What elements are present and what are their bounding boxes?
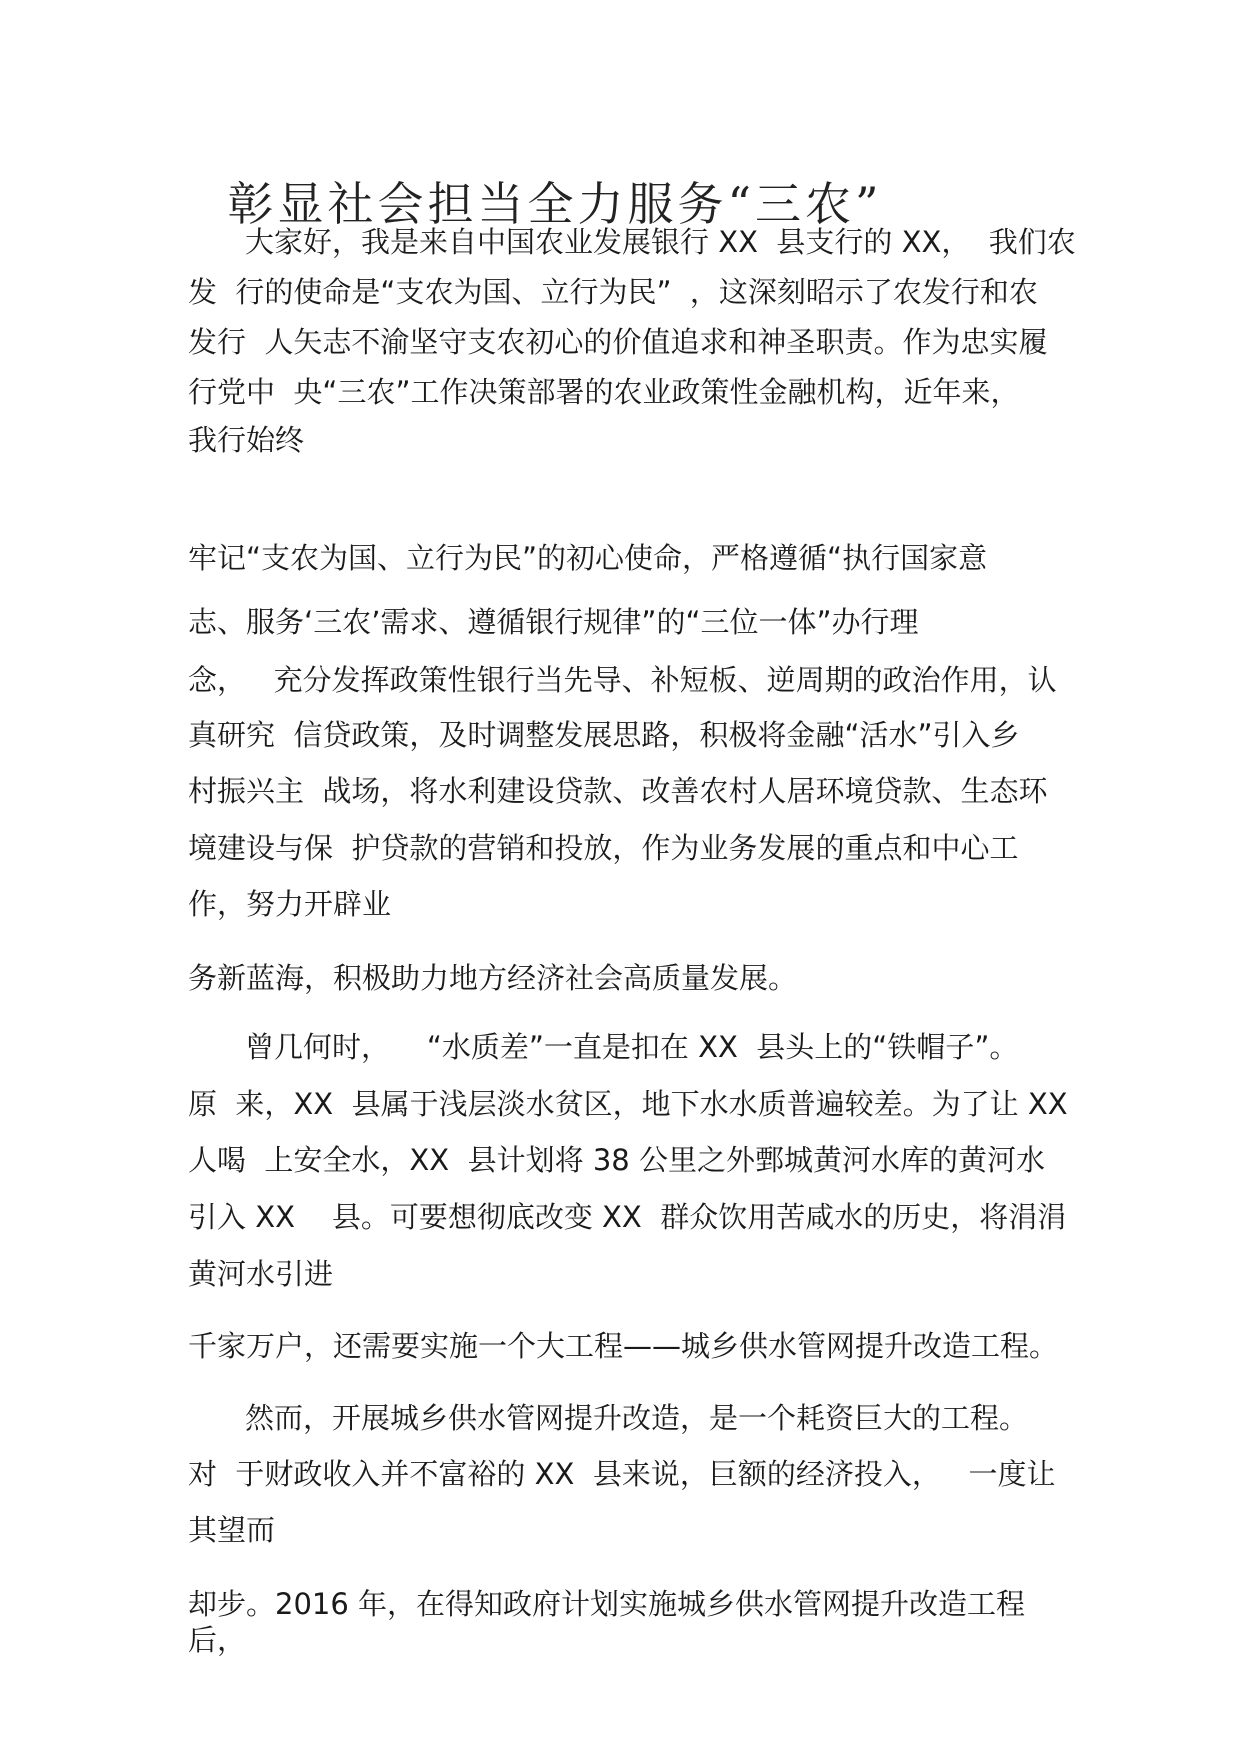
text-line: 我行始终 <box>188 423 305 457</box>
text-line: 务新蓝海，积极助力地方经济社会高质量发展。 <box>188 961 798 995</box>
text-line: 黄河水引进 <box>188 1257 334 1291</box>
text-line: 作，努力开辟业 <box>188 887 392 921</box>
document-title: 彰显社会担当全力服务“三农” <box>227 177 883 231</box>
text-line: 行党中 央“三农”工作决策部署的农业政策性金融机构，近年来， <box>188 375 1020 409</box>
text-line: 其望而 <box>188 1513 276 1547</box>
text-line: 念， 充分发挥政策性银行当先导、补短板、逆周期的政治作用，认 <box>188 663 1057 697</box>
text-line: 村振兴主 战场，将水利建设贷款、改善农村人居环境贷款、生态环 <box>188 774 1048 808</box>
text-line: 境建设与保 护贷款的营销和投放，作为业务发展的重点和中心工 <box>188 831 1019 865</box>
text-line: 引入 XX 县。可要想彻底改变 XX 群众饮用苦咸水的历史，将涓涓 <box>188 1200 1067 1234</box>
text-line: 对 于财政收入并不富裕的 XX 县来说，巨额的经济投入， 一度让 <box>188 1457 1056 1491</box>
text-line: 真研究 信贷政策，及时调整发展思路，积极将金融“活水”引入乡 <box>188 718 1020 752</box>
text-line: 志、服务‘三农’需求、遵循银行规律”的“三位一体”办行理 <box>188 605 919 639</box>
text-line: 牢记“支农为国、立行为民”的初心使命，严格遵循“执行国家意 <box>188 541 988 575</box>
text-line: 人喝 上安全水，XX 县计划将 38 公里之外鄄城黄河水库的黄河水 <box>188 1143 1045 1177</box>
text-line: 千家万户，还需要实施一个大工程——城乡供水管网提升改造工程。 <box>188 1329 1059 1363</box>
text-line: 曾几何时， “水质差”一直是扣在 XX 县头上的“铁帽子”。 <box>245 1030 1019 1064</box>
text-line: 发 行的使命是“支农为国、立行为民” ，这深刻昭示了农发行和农 <box>188 275 1038 309</box>
text-line: 然而，开展城乡供水管网提升改造，是一个耗资巨大的工程。 <box>245 1401 1029 1435</box>
text-line: 却步。2016 年，在得知政府计划实施城乡供水管网提升改造工程 <box>188 1587 1026 1621</box>
text-line: 大家好，我是来自中国农业发展银行 XX 县支行的 XX， 我们农 <box>245 225 1076 259</box>
text-line: 原 来，XX 县属于浅层淡水贫区，地下水水质普遍较差。为了让 XX <box>188 1087 1068 1121</box>
text-line: 后， <box>188 1623 247 1657</box>
text-line: 发行 人矢志不渝坚守支农初心的价值追求和神圣职责。作为忠实履 <box>188 325 1048 359</box>
